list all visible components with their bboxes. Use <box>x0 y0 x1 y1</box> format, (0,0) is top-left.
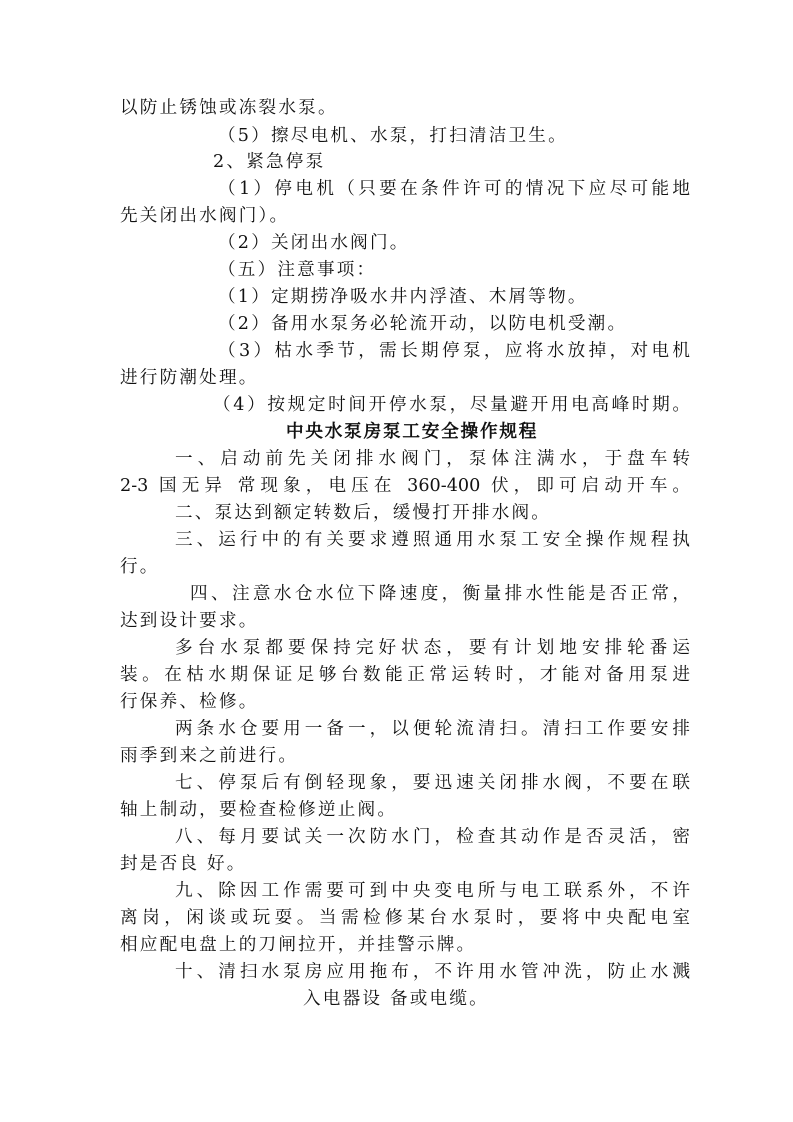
text-line: 三、运行中的有关要求遵照通用水泵工安全操作规程执 <box>175 530 690 550</box>
text-line: 多台水泵都要保持完好状态，要有计划地安排轮番运 <box>175 638 690 658</box>
text-line: 离岗，闲谈或玩耍。当需检修某台水泵时，要将中央配电室 <box>120 908 690 928</box>
text-line: 两条水仓要用一备一，以便轮流清扫。清扫工作要安排 <box>175 719 690 739</box>
text-line: （5）擦尽电机、水泵，打扫清洁卫生。 <box>218 126 568 146</box>
text-line: 一、启动前先关闭排水阀门，泵体注满水，于盘车转 <box>175 449 690 469</box>
text-line: （2）关闭出水阀门。 <box>218 233 410 253</box>
text-line: 以防止锈蚀或冻裂水泵。 <box>120 98 338 118</box>
text-line: 轴上制动，要检查检修逆止阀。 <box>120 800 398 820</box>
section-heading: （五）注意事项： <box>218 260 377 280</box>
text-line: 四、注意水仓水位下降速度，衡量排水性能是否正常， <box>190 584 690 604</box>
text-line: （4）按规定时间开停水泵，尽量避开用电高峰时期。 <box>213 395 690 415</box>
text-line: （3）枯水季节，需长期停泵，应将水放掉，对电机 <box>218 341 690 361</box>
text-line: 封是否良 好。 <box>120 854 247 874</box>
text-line: 装。在枯水期保证足够台数能正常运转时，才能对备用泵进 <box>120 665 690 685</box>
text-line: 二、泵达到额定转数后，缓慢打开排水阀。 <box>175 503 552 523</box>
text-line: 七、停泵后有倒轻现象，要迅速关闭排水阀，不要在联 <box>175 773 690 793</box>
text-line: 2-3 国无异 常现象，电压在 360-400 伏，即可启动开车。 <box>120 476 690 496</box>
text-line: （1）停电机（只要在条件许可的情况下应尽可能地 <box>218 179 690 199</box>
text-line: 九、除因工作需要可到中央变电所与电工联系外，不许 <box>175 881 690 901</box>
text-line: 行保养、检修。 <box>120 692 259 712</box>
text-line: 入电器设 备或电缆。 <box>303 989 489 1009</box>
text-line: 十、清扫水泵房应用拖布，不许用水管冲洗，防止水溅 <box>175 962 690 982</box>
text-line: 行。 <box>120 557 160 577</box>
text-line: （2）备用水泵务必轮流开动，以防电机受潮。 <box>218 314 628 334</box>
page-title: 中央水泵房泵工安全操作规程 <box>286 421 539 442</box>
text-line: （1）定期捞净吸水井内浮渣、木屑等物。 <box>218 287 588 307</box>
text-line: 雨季到来之前进行。 <box>120 746 299 766</box>
text-line: 先关闭出水阀门）。 <box>120 206 290 226</box>
text-line: 相应配电盘上的刀闸拉开，并挂警示牌。 <box>120 935 477 955</box>
text-line: 八、每月要试关一次防水门，检查其动作是否灵活，密 <box>175 827 690 847</box>
text-line: 达到设计要求。 <box>120 611 259 631</box>
text-line: 进行防潮处理。 <box>120 368 259 388</box>
section-heading: 2、紧急停泵 <box>213 152 326 172</box>
